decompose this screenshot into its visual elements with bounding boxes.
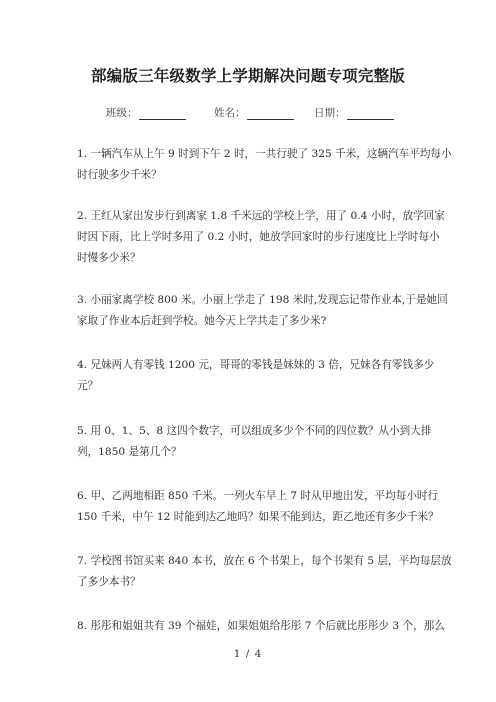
date-blank-line[interactable] (347, 108, 394, 120)
student-info-row (0, 105, 496, 121)
question-5 (77, 421, 432, 463)
name-label: 姓名： (214, 107, 246, 119)
question-line: 6. 甲、乙两地相距 850 千米。一列火车早上 7 时从甲地出发，平均每小时行 (77, 490, 439, 502)
question-2 (77, 206, 445, 269)
question-4 (77, 355, 435, 397)
page-title: 部编版三年级数学上学期解决问题专项完整版 (90, 67, 405, 85)
question-line: 了多少本书？ (77, 576, 141, 588)
question-3 (77, 290, 448, 332)
question-line: 时因下雨，比上学时多用了 0.2 小时，她放学回家时的步行速度比上学时每小 (77, 231, 440, 243)
question-line: 3. 小丽家离学校 800 米。小丽上学走了 198 米时,发现忘记带作业本,于是她回 (77, 294, 448, 306)
class-blank-line[interactable] (139, 108, 186, 120)
question-line: 元？ (77, 380, 99, 392)
class-label: 班级： (106, 107, 138, 119)
question-line: 1. 一辆汽车从上午 9 时到下午 2 时，一共行驶了 325 千米，这辆汽车平均每小 (77, 148, 452, 160)
question-line: 时慢多少米？ (77, 252, 141, 264)
question-line: 150 千米，中午 12 时能到达乙地吗？如果不能到达，距乙地还有多少千米？ (77, 511, 439, 523)
question-line: 7. 学校图书馆买来 840 本书，放在 6 个书架上，每个书架有 5 层，平均每层放 (77, 555, 452, 567)
question-line: 4. 兄妹两人有零钱 1200 元，哥哥的零钱是妹妹的 3 倍，兄妹各有零钱多少 (77, 359, 435, 371)
page-number: 1 / 4 (233, 648, 263, 660)
question-line: 2. 王红从家出发步行到离家 1.8 千米远的学校上学，用了 0.4 小时，放学回家 (77, 210, 445, 222)
question-1 (77, 144, 452, 186)
question-line: 时行驶多少千米？ (77, 169, 162, 181)
question-7 (77, 551, 452, 593)
question-line: 5. 用 0、1、5、8 这四个数字，可以组成多少个不同的四位数？从小到大排 (77, 425, 432, 437)
name-blank-line[interactable] (247, 108, 294, 120)
question-line: 列，1850 是第几个？ (77, 446, 182, 458)
question-8 (77, 616, 445, 637)
question-line: 家取了作业本后赶到学校。她今天上学共走了多少米? (77, 315, 327, 327)
question-line: 8. 彤彤和姐姐共有 39 个福娃，如果姐姐给彤彤 7 个后就比彤彤少 3 个，那么 (77, 620, 445, 632)
date-field (314, 105, 394, 120)
class-field (106, 105, 186, 120)
date-label: 日期： (314, 107, 346, 119)
name-field (214, 105, 294, 120)
question-6 (77, 486, 439, 528)
